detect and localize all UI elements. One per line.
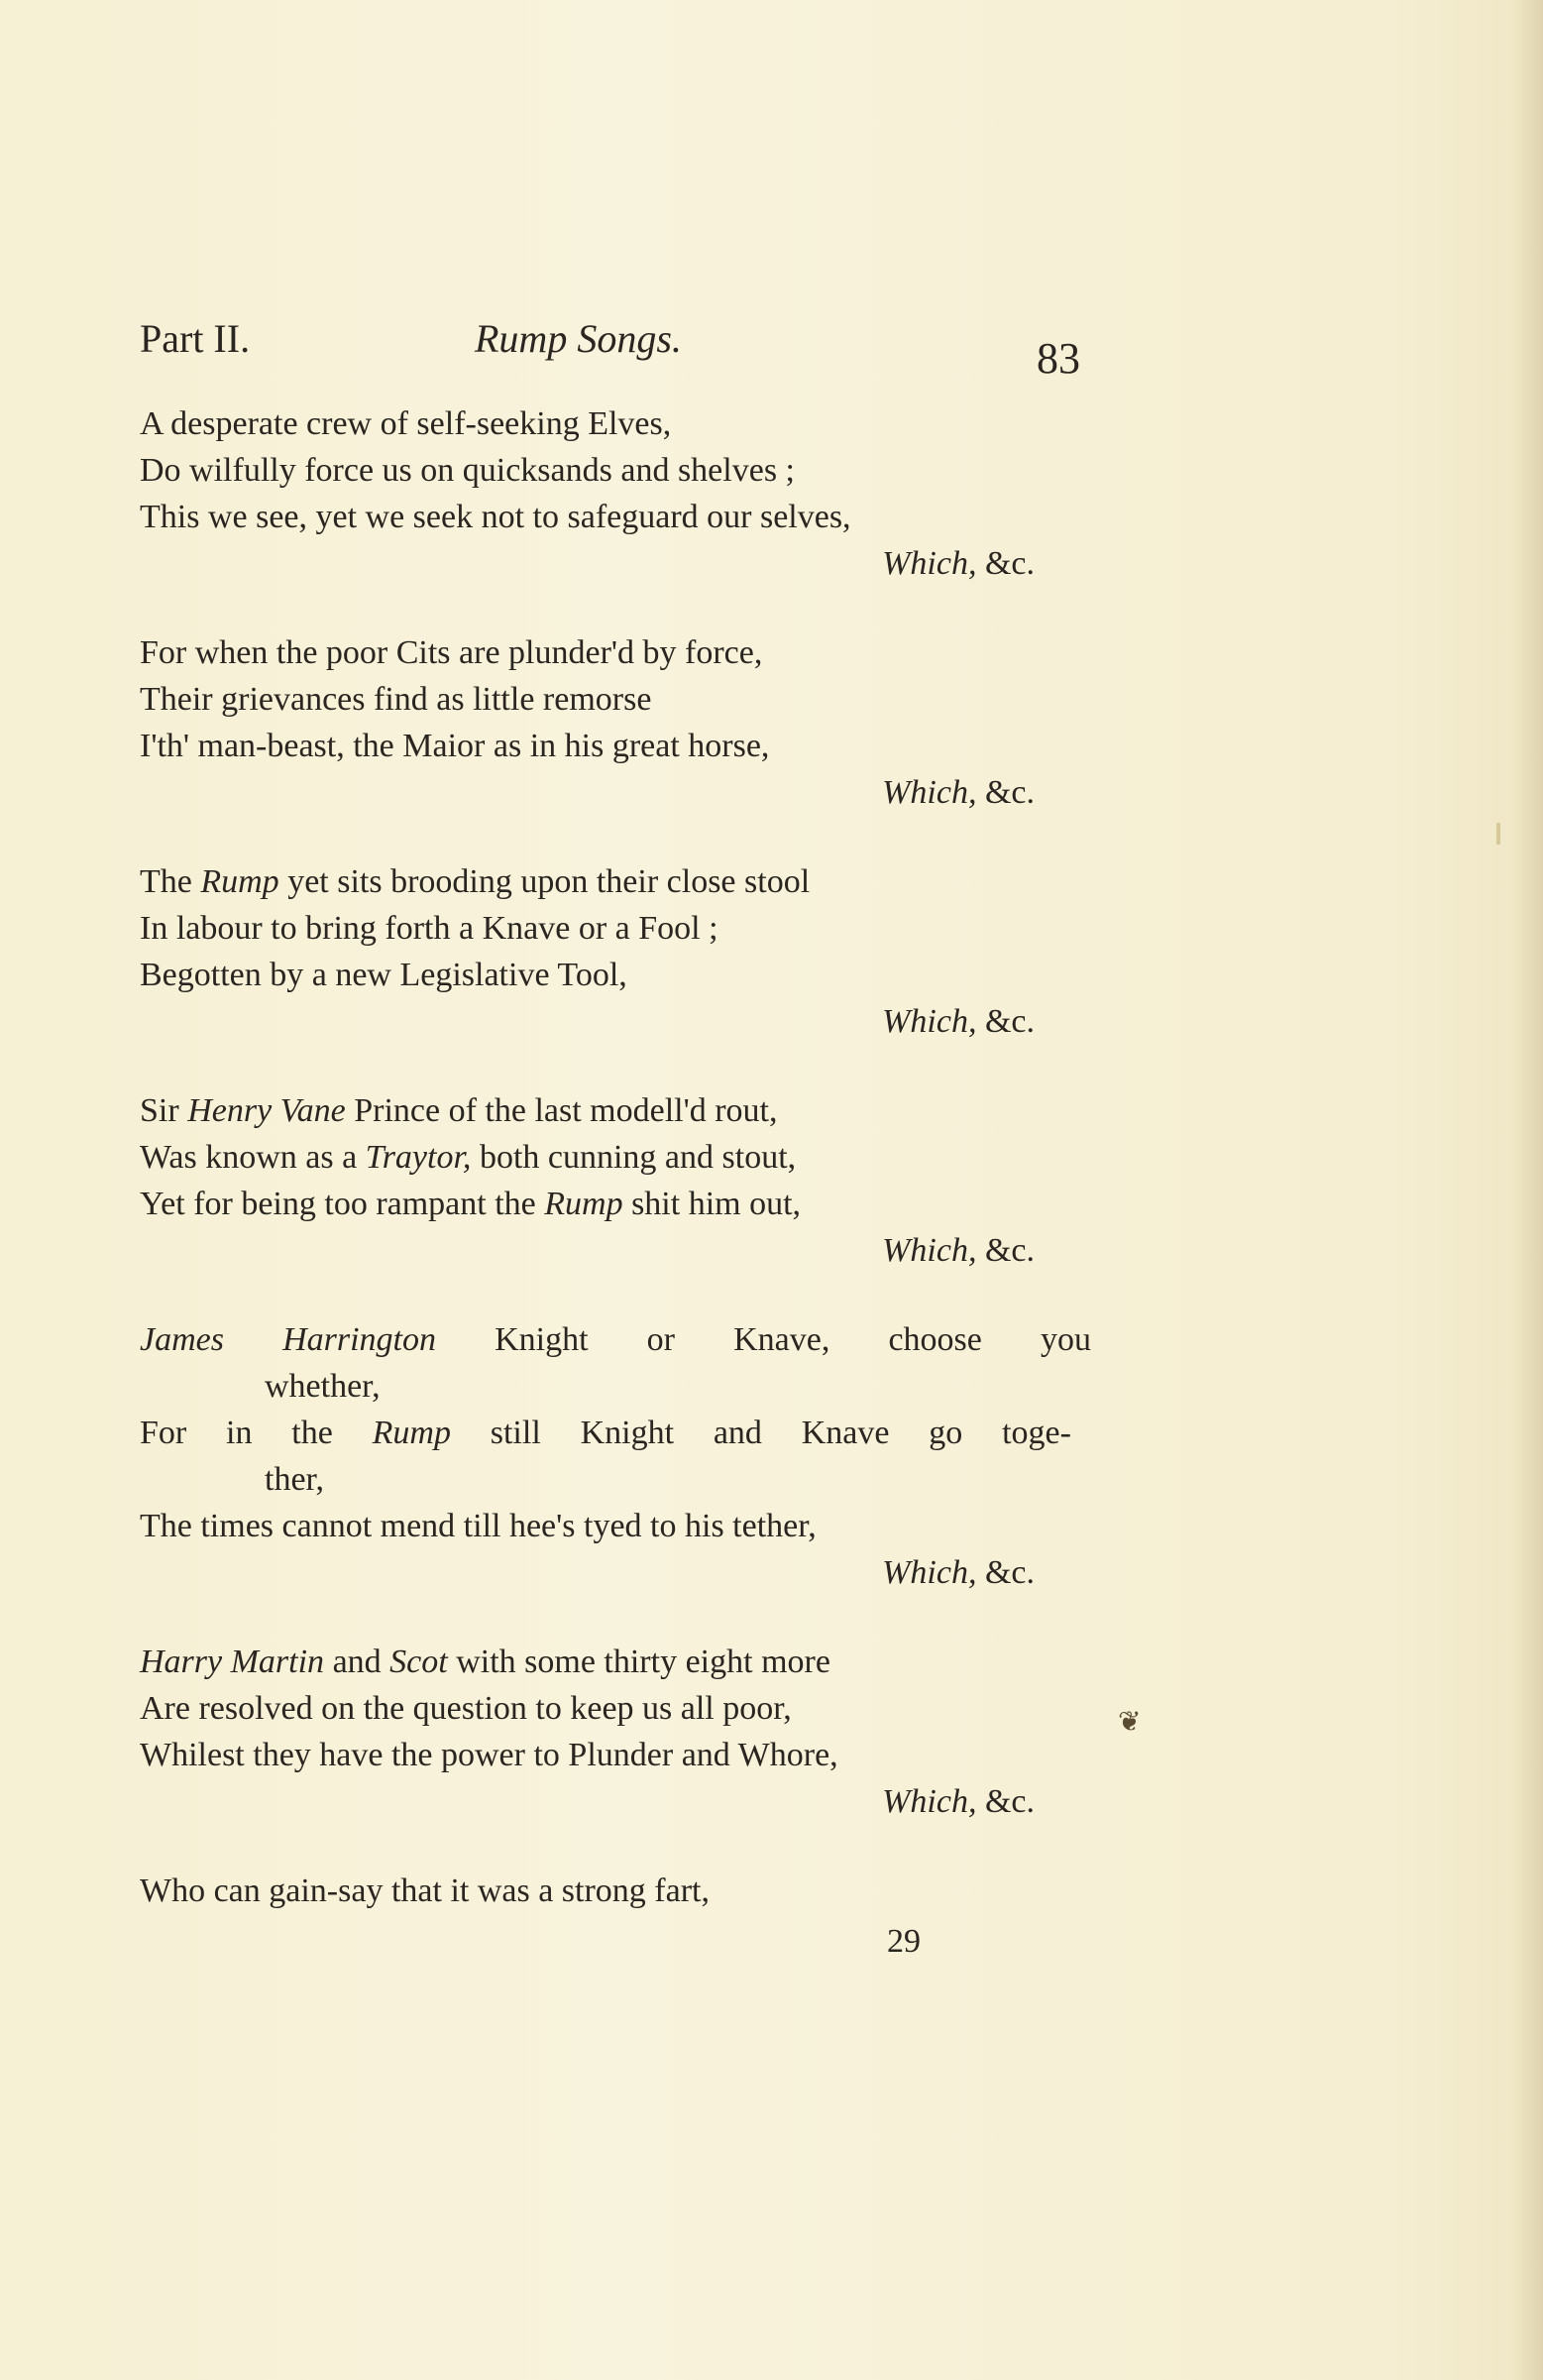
verse-line bbox=[140, 1410, 1071, 1456]
italic-name: Rump bbox=[200, 863, 279, 900]
word: and bbox=[713, 1415, 762, 1451]
verse-line: In labour to bring forth a Knave or a Fool ; bbox=[140, 910, 718, 947]
signature-mark: 29 bbox=[887, 1923, 921, 1960]
word: or bbox=[646, 1321, 675, 1358]
refrain-which: Which, bbox=[882, 1003, 977, 1040]
word: toge- bbox=[1002, 1415, 1071, 1451]
italic-name: Rump bbox=[544, 1186, 623, 1222]
refrain-line bbox=[140, 540, 1091, 587]
stanza-4 bbox=[140, 1087, 1091, 1274]
italic-name: Scot bbox=[389, 1643, 448, 1680]
refrain-etc: &c. bbox=[984, 1554, 1035, 1591]
refrain-which: Which, bbox=[882, 1232, 977, 1269]
text-segment: Yet for being too rampant the bbox=[140, 1186, 545, 1222]
text-segment: Was known as a bbox=[140, 1139, 366, 1176]
verse-line bbox=[140, 1316, 1091, 1363]
page-edge-shadow bbox=[1513, 0, 1543, 2380]
stanza-6 bbox=[140, 1639, 1091, 1825]
refrain-etc: &c. bbox=[984, 545, 1035, 582]
running-title: Rump Songs. bbox=[475, 316, 682, 361]
verse-line bbox=[140, 858, 1091, 905]
refrain-which: Which, bbox=[882, 1554, 977, 1591]
refrain-which: Which, bbox=[882, 1783, 977, 1820]
verse-line: Who can gain-say that it was a strong fart, bbox=[140, 1872, 710, 1909]
word: Knight bbox=[580, 1415, 675, 1451]
word: choose bbox=[888, 1321, 982, 1358]
part-label: Part II. bbox=[140, 316, 251, 361]
text-segment: with some thirty eight more bbox=[447, 1643, 830, 1680]
verse-line bbox=[140, 1134, 1091, 1181]
refrain-line bbox=[140, 1778, 1091, 1825]
text-segment: both cunning and stout, bbox=[471, 1139, 797, 1176]
word: go bbox=[929, 1415, 963, 1451]
page-number: 83 bbox=[1037, 334, 1080, 383]
text-segment: and bbox=[324, 1643, 390, 1680]
refrain-etc: &c. bbox=[984, 774, 1035, 811]
stanza-5 bbox=[140, 1316, 1091, 1596]
word: the bbox=[291, 1415, 333, 1451]
verse-line: A desperate crew of self-seeking Elves, bbox=[140, 405, 672, 442]
stanza-7 bbox=[140, 1868, 1091, 1914]
stanza-1 bbox=[140, 400, 1091, 587]
word: you bbox=[1041, 1321, 1091, 1358]
refrain-line bbox=[140, 769, 1091, 816]
poem-body bbox=[140, 400, 1091, 1957]
verse-line: This we see, yet we seek not to safeguard our selves, bbox=[140, 499, 851, 535]
verse-line: Are resolved on the question to keep us all poor, bbox=[140, 1690, 792, 1727]
verse-line: The times cannot mend till hee's tyed to his tether, bbox=[140, 1508, 817, 1544]
italic-name: Traytor, bbox=[365, 1139, 472, 1176]
verse-line-continuation: ther, bbox=[265, 1461, 324, 1498]
verse-line: Begotten by a new Legislative Tool, bbox=[140, 957, 627, 993]
stanza-3 bbox=[140, 858, 1091, 1045]
refrain-line bbox=[140, 998, 1091, 1045]
italic-name: Harry Martin bbox=[140, 1643, 325, 1680]
verse-line bbox=[140, 1181, 1091, 1227]
verse-line: Whilest they have the power to Plunder and Whore, bbox=[140, 1737, 838, 1773]
word: Rump bbox=[372, 1415, 451, 1451]
verse-line: Do wilfully force us on quicksands and shelves ; bbox=[140, 452, 795, 489]
stanza-2 bbox=[140, 629, 1091, 816]
word: still bbox=[490, 1415, 541, 1451]
verse-line: Their grievances find as little remorse bbox=[140, 681, 652, 718]
text-segment: shit him out, bbox=[622, 1186, 802, 1222]
refrain-etc: &c. bbox=[984, 1783, 1035, 1820]
word: in bbox=[226, 1415, 253, 1451]
verse-line: For when the poor Cits are plunder'd by force, bbox=[140, 634, 763, 671]
fleuron-icon: ❦ bbox=[1118, 1707, 1142, 1738]
refrain-which: Which, bbox=[882, 774, 977, 811]
word: Knave, bbox=[733, 1321, 830, 1358]
refrain-etc: &c. bbox=[984, 1003, 1035, 1040]
word: Knave bbox=[801, 1415, 890, 1451]
running-header bbox=[140, 315, 1091, 383]
verse-line bbox=[140, 1639, 1091, 1685]
text-segment: yet sits brooding upon their close stool bbox=[278, 863, 811, 900]
verse-line-continuation: whether, bbox=[265, 1368, 381, 1405]
verse-line: I'th' man-beast, the Maior as in his great horse, bbox=[140, 728, 770, 764]
refrain-etc: &c. bbox=[984, 1232, 1035, 1269]
word: Knight bbox=[495, 1321, 589, 1358]
text-segment: Prince of the last modell'd rout, bbox=[345, 1092, 778, 1129]
word: James bbox=[140, 1321, 224, 1358]
verse-line bbox=[140, 1087, 1091, 1134]
refrain-line bbox=[140, 1549, 1091, 1596]
refrain-line bbox=[140, 1227, 1091, 1274]
word: Harrington bbox=[282, 1321, 436, 1358]
text-segment: Sir bbox=[140, 1092, 188, 1129]
word: For bbox=[140, 1415, 187, 1451]
refrain-which: Which, bbox=[882, 545, 977, 582]
text-segment: The bbox=[140, 863, 201, 900]
margin-speck bbox=[1496, 823, 1500, 845]
italic-name: Henry Vane bbox=[187, 1092, 346, 1129]
